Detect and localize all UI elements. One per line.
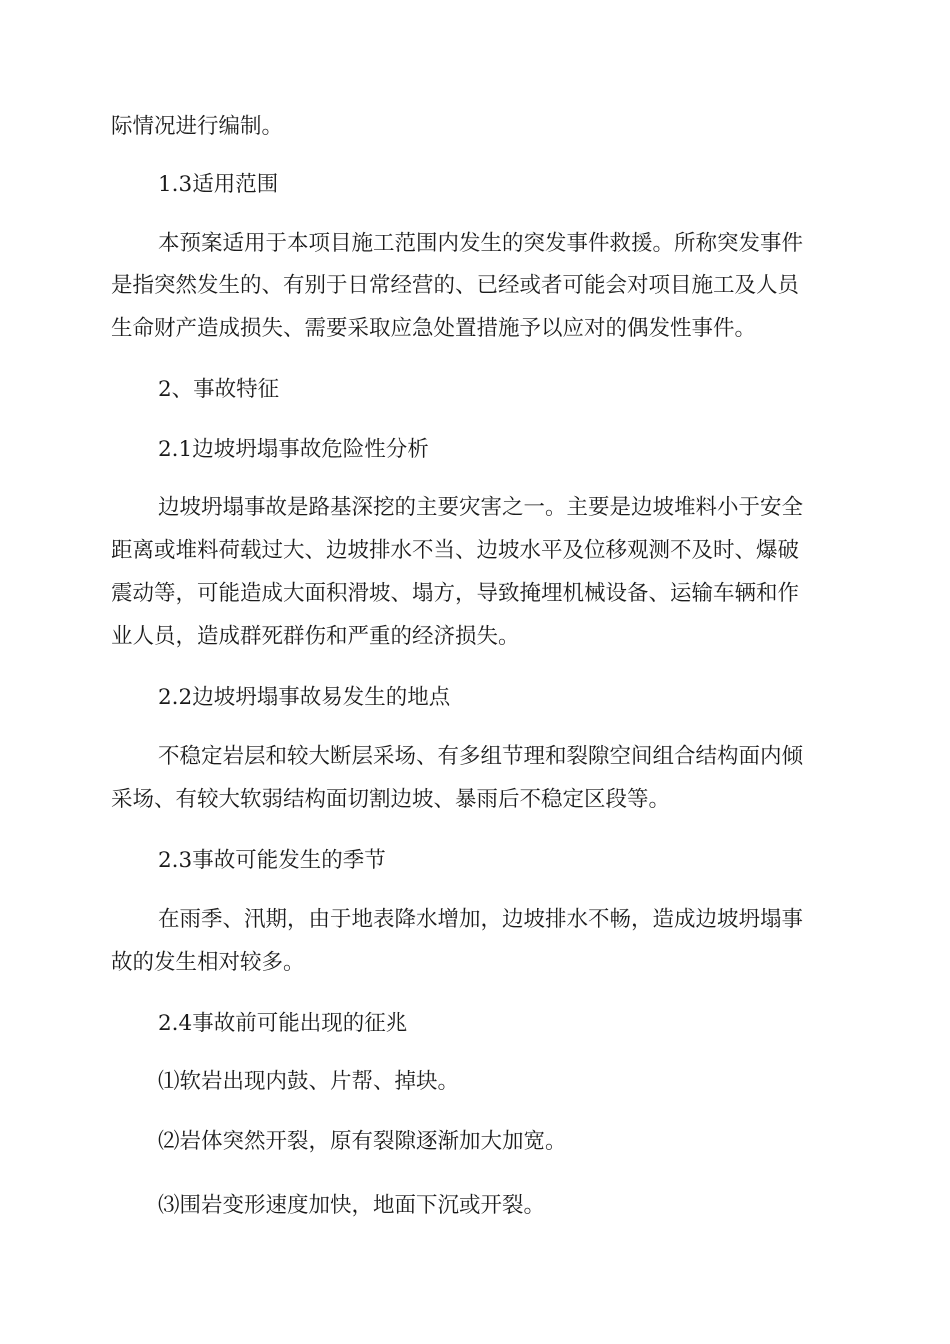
section-heading-2-4: 2.4事故前可能出现的征兆 [158, 1011, 408, 1036]
list-item: ⑴软岩出现内鼓、片帮、掉块。 [158, 1069, 460, 1094]
section-heading-2-1: 2.1边坡坍塌事故危险性分析 [158, 437, 429, 462]
list-item: ⑶围岩变形速度加快，地面下沉或开裂。 [158, 1193, 546, 1218]
section-heading-2: 2、事故特征 [158, 377, 280, 402]
paragraph-line: 本预案适用于本项目施工范围内发生的突发事件救援。所称突发事件 [158, 231, 804, 256]
paragraph-line: 震动等，可能造成大面积滑坡、塌方，导致掩埋机械设备、运输车辆和作 [111, 581, 800, 606]
paragraph-line: 不稳定岩层和较大断层采场、有多组节理和裂隙空间组合结构面内倾 [158, 744, 804, 769]
paragraph-line: 距离或堆料荷载过大、边坡排水不当、边坡水平及位移观测不及时、爆破 [111, 538, 800, 563]
paragraph-line: 业人员，造成群死群伤和严重的经济损失。 [111, 624, 520, 649]
list-item: ⑵岩体突然开裂，原有裂隙逐渐加大加宽。 [158, 1129, 567, 1154]
paragraph-line: 边坡坍塌事故是路基深挖的主要灾害之一。主要是边坡堆料小于安全 [158, 495, 804, 520]
paragraph-line: 故的发生相对较多。 [111, 950, 305, 975]
section-heading-2-3: 2.3事故可能发生的季节 [158, 848, 386, 873]
paragraph-line: 采场、有较大软弱结构面切割边坡、暴雨后不稳定区段等。 [111, 787, 671, 812]
paragraph-line: 是指突然发生的、有别于日常经营的、已经或者可能会对项目施工及人员 [111, 273, 800, 298]
paragraph-line: 在雨季、汛期，由于地表降水增加，边坡排水不畅，造成边坡坍塌事 [158, 907, 804, 932]
section-heading-2-2: 2.2边坡坍塌事故易发生的地点 [158, 685, 451, 710]
paragraph-continuation: 际情况进行编制。 [111, 114, 284, 139]
section-heading-1-3: 1.3适用范围 [158, 172, 279, 197]
paragraph-line: 生命财产造成损失、需要采取应急处置措施予以应对的偶发性事件。 [111, 316, 757, 341]
